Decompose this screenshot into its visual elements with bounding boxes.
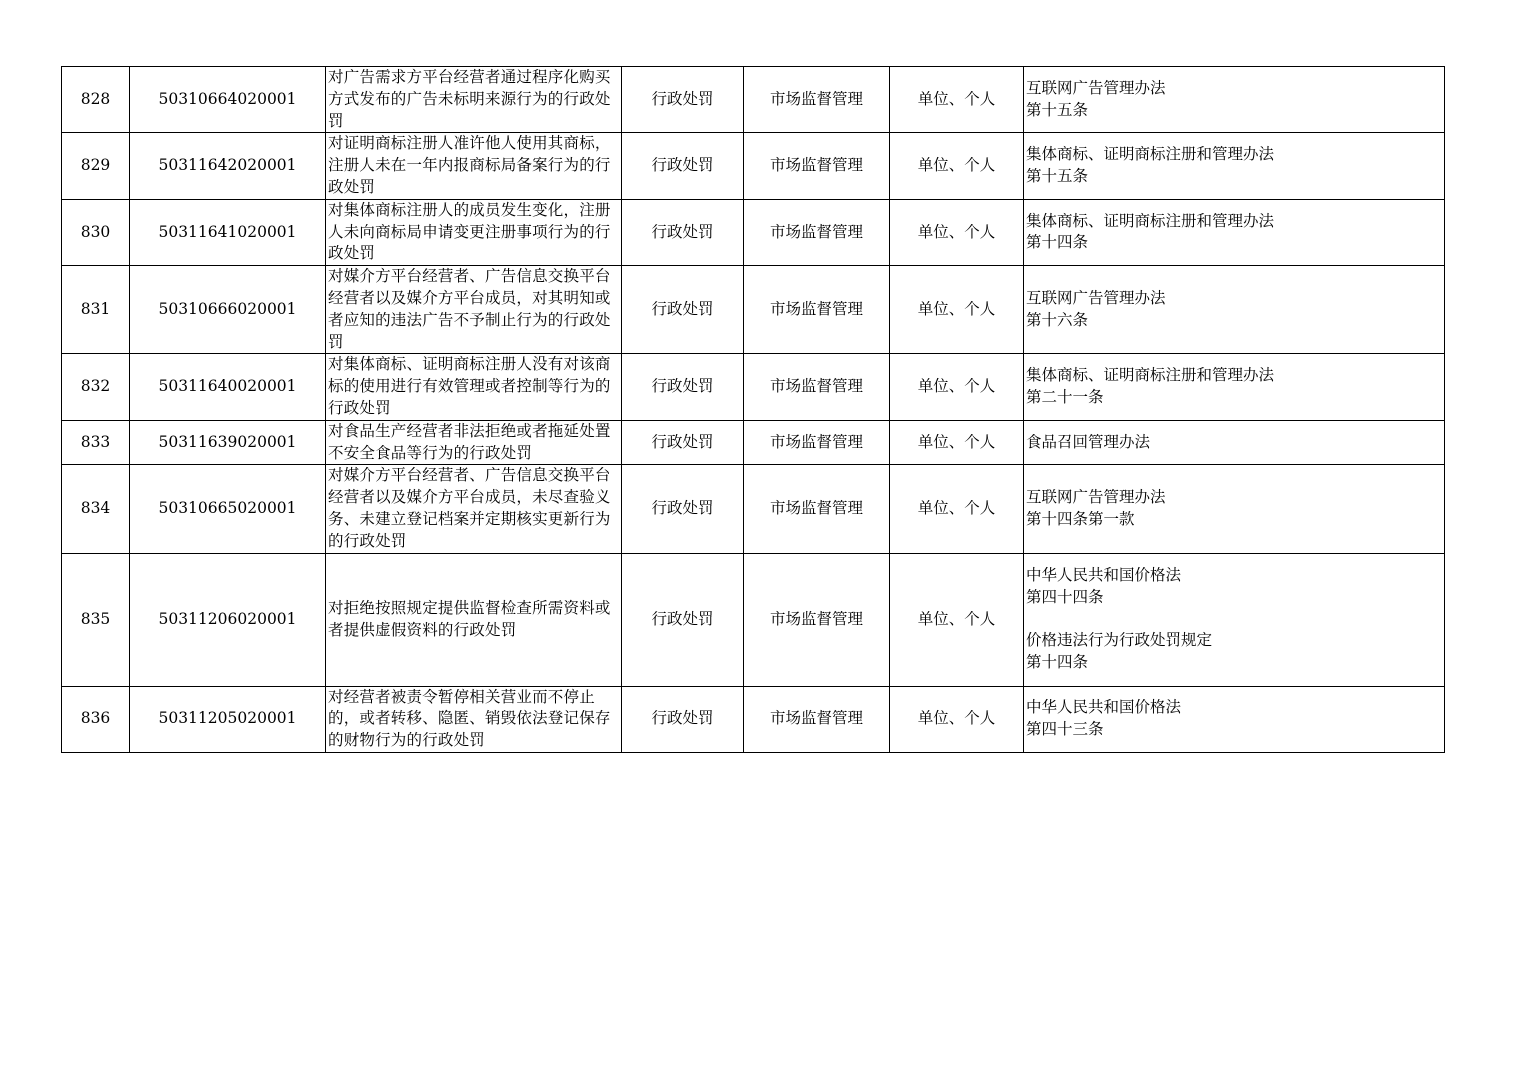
legal-basis-line: 第十五条 — [1026, 167, 1089, 186]
legal-basis-line: 第十四条 — [1026, 233, 1089, 252]
item-type-cell: 行政处罚 — [622, 199, 744, 265]
table-row — [62, 354, 1445, 420]
item-number-cell: 830 — [62, 199, 130, 265]
item-description-cell: 对广告需求方平台经营者通过程序化购买方式发布的广告未标明来源行为的行政处罚 — [326, 67, 622, 133]
item-code-cell: 50311640020001 — [130, 354, 326, 420]
item-number-cell: 829 — [62, 133, 130, 199]
item-number-cell: 836 — [62, 686, 130, 752]
item-legal-basis-cell — [1024, 420, 1445, 465]
item-type-cell: 行政处罚 — [622, 67, 744, 133]
item-code-cell: 50311641020001 — [130, 199, 326, 265]
item-subject-cell: 单位、个人 — [890, 354, 1024, 420]
item-subject-cell: 单位、个人 — [890, 465, 1024, 553]
item-code-cell: 50311642020001 — [130, 133, 326, 199]
table-row — [62, 686, 1445, 752]
item-number-cell: 828 — [62, 67, 130, 133]
item-legal-basis-cell — [1024, 354, 1445, 420]
item-code-cell: 50311639020001 — [130, 420, 326, 465]
legal-basis-line: 第十四条第一款 — [1026, 509, 1135, 528]
item-description-cell: 对媒介方平台经营者、广告信息交换平台经营者以及媒介方平台成员，未尽查验义务、未建立登记档案并定期核实更新行为的行政处罚 — [326, 465, 622, 553]
legal-basis-line: 互联网广告管理办法 — [1026, 488, 1166, 507]
item-number-cell: 835 — [62, 553, 130, 686]
item-subject-cell: 单位、个人 — [890, 133, 1024, 199]
item-subject-cell: 单位、个人 — [890, 266, 1024, 354]
legal-basis-line: 中华人民共和国价格法 — [1026, 566, 1182, 585]
legal-basis-line: 第二十一条 — [1026, 388, 1104, 407]
table-body — [62, 67, 1445, 753]
item-category-cell: 市场监督管理 — [744, 686, 890, 752]
legal-basis-line: 价格违法行为行政处罚规定 — [1026, 631, 1213, 650]
table-row — [62, 553, 1445, 686]
legal-basis-line: 中华人民共和国价格法 — [1026, 698, 1182, 717]
item-legal-basis-cell — [1024, 67, 1445, 133]
table-row — [62, 266, 1445, 354]
item-subject-cell: 单位、个人 — [890, 686, 1024, 752]
item-type-cell: 行政处罚 — [622, 553, 744, 686]
item-number-cell: 833 — [62, 420, 130, 465]
item-code-cell: 50311206020001 — [130, 553, 326, 686]
item-type-cell: 行政处罚 — [622, 465, 744, 553]
legal-basis-line: 互联网广告管理办法 — [1026, 288, 1166, 307]
item-category-cell: 市场监督管理 — [744, 354, 890, 420]
item-legal-basis-cell — [1024, 133, 1445, 199]
item-type-cell: 行政处罚 — [622, 266, 744, 354]
legal-basis-line: 第十五条 — [1026, 100, 1089, 119]
item-legal-basis-cell — [1024, 465, 1445, 553]
table-row — [62, 465, 1445, 553]
item-type-cell: 行政处罚 — [622, 133, 744, 199]
item-description-cell: 对食品生产经营者非法拒绝或者拖延处置不安全食品等行为的行政处罚 — [326, 420, 622, 465]
item-subject-cell: 单位、个人 — [890, 553, 1024, 686]
item-subject-cell: 单位、个人 — [890, 67, 1024, 133]
table-row — [62, 420, 1445, 465]
item-category-cell: 市场监督管理 — [744, 266, 890, 354]
legal-basis-line: 集体商标、证明商标注册和管理办法 — [1026, 366, 1275, 385]
table-row — [62, 67, 1445, 133]
legal-basis-line — [1026, 609, 1442, 631]
item-number-cell: 834 — [62, 465, 130, 553]
item-category-cell: 市场监督管理 — [744, 199, 890, 265]
item-description-cell: 对集体商标注册人的成员发生变化，注册人未向商标局申请变更注册事项行为的行政处罚 — [326, 199, 622, 265]
item-subject-cell: 单位、个人 — [890, 199, 1024, 265]
item-category-cell: 市场监督管理 — [744, 67, 890, 133]
item-description-cell: 对证明商标注册人准许他人使用其商标，注册人未在一年内报商标局备案行为的行政处罚 — [326, 133, 622, 199]
legal-basis-line: 第十六条 — [1026, 310, 1089, 329]
item-description-cell: 对媒介方平台经营者、广告信息交换平台经营者以及媒介方平台成员，对其明知或者应知的违法广告不予制止行为的行政处罚 — [326, 266, 622, 354]
item-type-cell: 行政处罚 — [622, 354, 744, 420]
item-number-cell: 831 — [62, 266, 130, 354]
item-category-cell: 市场监督管理 — [744, 553, 890, 686]
item-type-cell: 行政处罚 — [622, 420, 744, 465]
item-description-cell: 对集体商标、证明商标注册人没有对该商标的使用进行有效管理或者控制等行为的行政处罚 — [326, 354, 622, 420]
item-code-cell: 50310664020001 — [130, 67, 326, 133]
table-row — [62, 199, 1445, 265]
item-subject-cell: 单位、个人 — [890, 420, 1024, 465]
item-category-cell: 市场监督管理 — [744, 133, 890, 199]
legal-basis-line: 食品召回管理办法 — [1026, 432, 1151, 451]
legal-basis-line: 互联网广告管理办法 — [1026, 78, 1166, 97]
item-description-cell: 对拒绝按照规定提供监督检查所需资料或者提供虚假资料的行政处罚 — [326, 553, 622, 686]
penalty-items-table — [61, 66, 1445, 753]
item-category-cell: 市场监督管理 — [744, 420, 890, 465]
item-code-cell: 50311205020001 — [130, 686, 326, 752]
item-code-cell: 50310666020001 — [130, 266, 326, 354]
item-description-cell: 对经营者被责令暂停相关营业而不停止的，或者转移、隐匿、销毁依法登记保存的财物行为的行政处罚 — [326, 686, 622, 752]
item-number-cell: 832 — [62, 354, 130, 420]
legal-basis-line: 第四十三条 — [1026, 720, 1104, 739]
item-type-cell: 行政处罚 — [622, 686, 744, 752]
item-category-cell: 市场监督管理 — [744, 465, 890, 553]
table-row — [62, 133, 1445, 199]
item-code-cell: 50310665020001 — [130, 465, 326, 553]
legal-basis-line: 第十四条 — [1026, 653, 1089, 672]
item-legal-basis-cell — [1024, 199, 1445, 265]
item-legal-basis-cell — [1024, 553, 1445, 686]
item-legal-basis-cell — [1024, 266, 1445, 354]
legal-basis-line: 集体商标、证明商标注册和管理办法 — [1026, 145, 1275, 164]
legal-basis-line: 集体商标、证明商标注册和管理办法 — [1026, 211, 1275, 230]
legal-basis-line: 第四十四条 — [1026, 587, 1104, 606]
item-legal-basis-cell — [1024, 686, 1445, 752]
